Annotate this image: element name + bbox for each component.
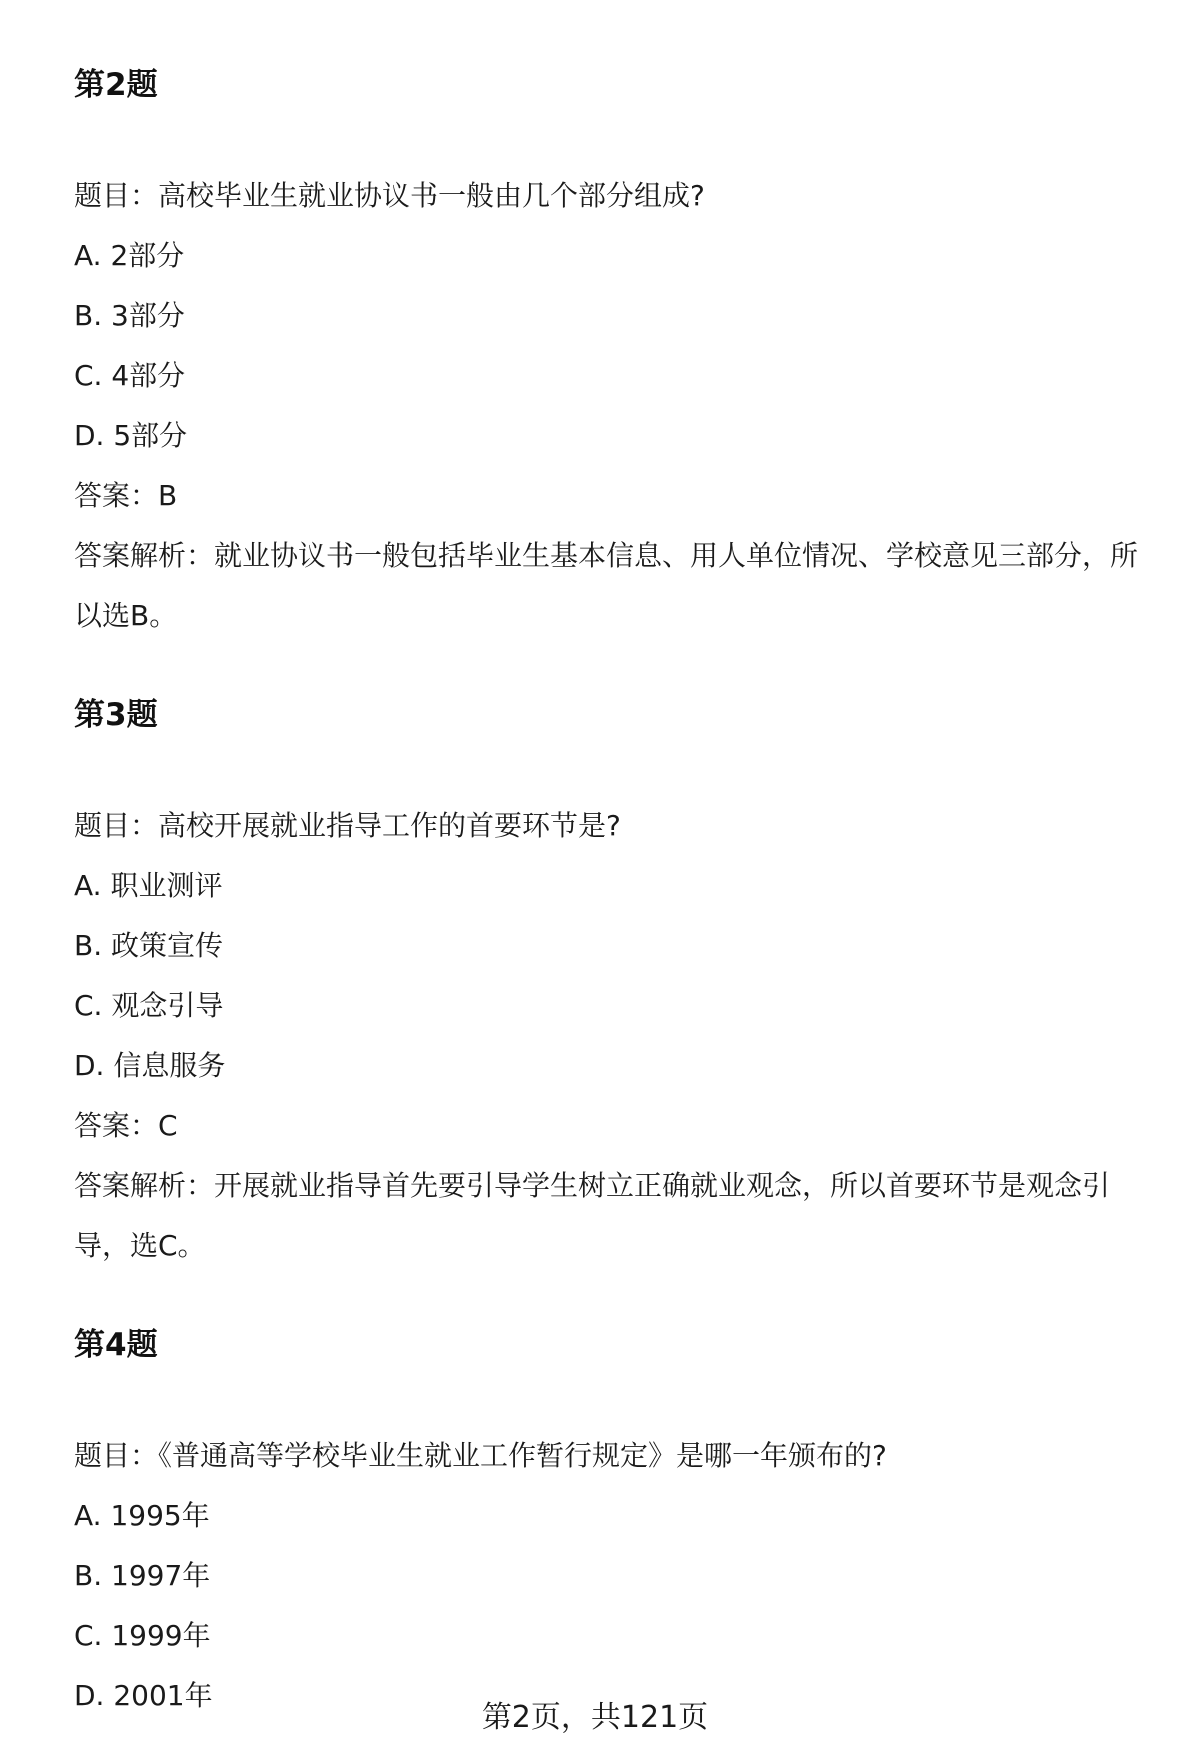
- question-heading: 第4题: [74, 1327, 158, 1363]
- answer-line: 答案：B: [74, 479, 178, 512]
- option-c: C. 1999年: [74, 1619, 211, 1652]
- question-stem: 题目：高校开展就业指导工作的首要环节是?: [74, 809, 621, 842]
- option-b: B. 1997年: [74, 1559, 211, 1592]
- question-block-3: [74, 690, 1164, 1276]
- question-block-2: [74, 60, 1164, 646]
- option-c: C. 4部分: [74, 359, 186, 392]
- answer-analysis: 答案解析：开展就业指导首先要引导学生树立正确就业观念，所以首要环节是观念引导，选C。: [74, 1169, 1111, 1262]
- option-c: C. 观念引导: [74, 989, 224, 1022]
- option-a: A. 1995年: [74, 1499, 210, 1532]
- page-number-footer: 第2页，共121页: [481, 1700, 709, 1735]
- question-spacer: [74, 1276, 1164, 1320]
- question-spacer: [74, 646, 1164, 690]
- option-b: B. 政策宣传: [74, 929, 224, 962]
- option-d: D. 5部分: [74, 419, 188, 452]
- answer-analysis: 答案解析：就业协议书一般包括毕业生基本信息、用人单位情况、学校意见三部分，所以选B。: [74, 539, 1139, 632]
- question-stem: 题目：《普通高等学校毕业生就业工作暂行规定》是哪一年颁布的?: [74, 1439, 887, 1472]
- document-page: [74, 60, 1164, 1726]
- question-stem: 题目：高校毕业生就业协议书一般由几个部分组成?: [74, 179, 705, 212]
- option-a: A. 2部分: [74, 239, 185, 272]
- question-block-4: [74, 1320, 1164, 1726]
- answer-line: 答案：C: [74, 1109, 178, 1142]
- option-d: D. 2001年: [74, 1679, 213, 1712]
- option-a: A. 职业测评: [74, 869, 223, 902]
- question-heading: 第3题: [74, 697, 158, 733]
- option-d: D. 信息服务: [74, 1049, 226, 1082]
- option-b: B. 3部分: [74, 299, 185, 332]
- question-heading: 第2题: [74, 67, 158, 103]
